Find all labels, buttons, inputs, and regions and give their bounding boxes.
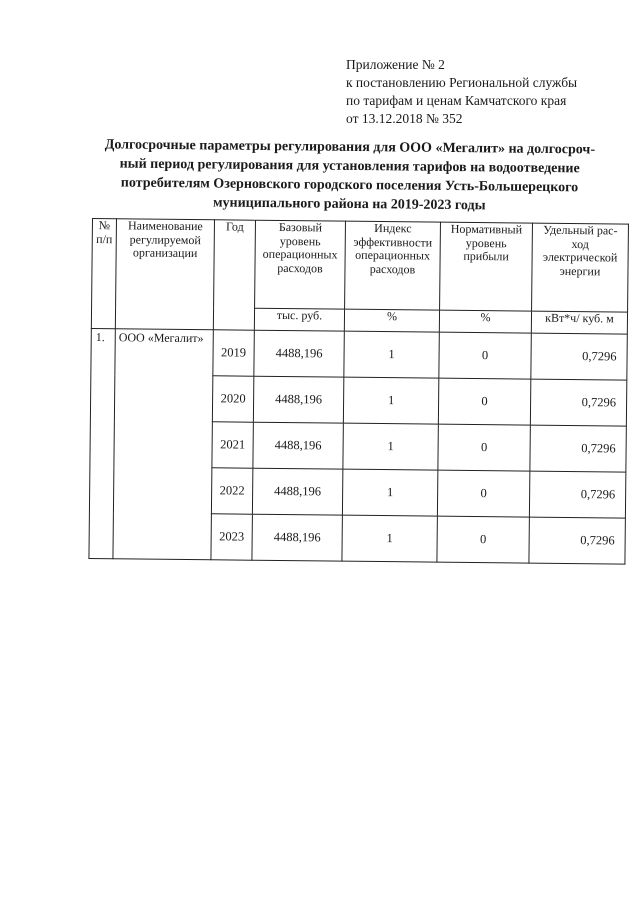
base-cell: 4488,196 <box>253 376 343 423</box>
energy-cell: 0,7296 <box>531 333 627 380</box>
appendix-line: от 13.12.2018 № 352 <box>346 111 463 126</box>
index-cell: 1 <box>342 515 437 562</box>
year-cell: 2019 <box>213 330 254 376</box>
appendix-line: по тарифам и ценам Камчатского края <box>346 93 567 108</box>
header-year <box>213 220 255 330</box>
header-text: ход <box>571 236 589 251</box>
title-line: ный период регулирования для установления тарифов на водоотведение <box>119 156 580 177</box>
document-title <box>69 135 630 217</box>
unit-energy: кВт*ч/ куб. м <box>531 311 627 334</box>
header-text: Нормативный <box>450 221 523 237</box>
header-num <box>91 219 116 329</box>
base-cell: 4488,196 <box>252 514 342 561</box>
header-profit <box>440 222 533 311</box>
header-text: организации <box>132 245 198 261</box>
profit-cell: 0 <box>437 470 529 517</box>
header-text: операционных <box>355 247 431 263</box>
header-text: прибыли <box>463 248 509 264</box>
header-text: расходов <box>277 260 323 275</box>
header-text: расходов <box>369 261 416 276</box>
header-text: № <box>98 218 111 233</box>
profit-cell: 0 <box>438 378 530 425</box>
base-cell: 4488,196 <box>252 468 342 515</box>
base-cell: 4488,196 <box>253 422 343 469</box>
title-line: потребителям Озерновского городского поселения Усть-Большерецкого <box>120 175 579 196</box>
header-text: уровень <box>279 233 321 248</box>
unit-index: % <box>344 309 439 332</box>
header-text: Удельный рас- <box>543 222 618 238</box>
header-row <box>92 219 629 313</box>
unit-profit: % <box>439 310 531 333</box>
header-text: п/п <box>96 231 113 246</box>
year-cell: 2020 <box>212 376 253 422</box>
appendix-line: к постановлению Региональной службы <box>346 75 578 90</box>
profit-cell: 0 <box>437 516 529 563</box>
index-cell: 1 <box>342 469 437 516</box>
energy-cell: 0,7296 <box>529 517 625 564</box>
row-number: 1. <box>89 328 115 558</box>
header-text: энергии <box>559 263 601 278</box>
header-text: эффективности <box>353 234 433 250</box>
header-energy <box>532 223 629 312</box>
year-cell: 2021 <box>212 422 253 468</box>
energy-cell: 0,7296 <box>530 379 626 426</box>
title-line: Долгосрочные параметры регулирования для ООО «Мегалит» на долгосроч- <box>104 137 596 158</box>
parameters-table <box>88 218 629 565</box>
index-cell: 1 <box>344 331 439 378</box>
header-text: Наименование <box>127 218 203 234</box>
appendix-block <box>346 56 636 128</box>
appendix-line: Приложение № 2 <box>346 57 445 72</box>
index-cell: 1 <box>343 423 438 470</box>
energy-cell: 0,7296 <box>530 425 626 472</box>
header-org <box>115 219 214 330</box>
header-text: уровень <box>465 235 507 250</box>
header-text: Базовый <box>278 219 323 235</box>
header-text: Год <box>226 219 244 234</box>
unit-base: тыс. руб. <box>254 308 344 331</box>
header-text: регулируемой <box>129 231 201 247</box>
table-row <box>91 328 627 380</box>
header-base <box>255 220 346 309</box>
base-cell: 4488,196 <box>254 330 344 377</box>
index-cell: 1 <box>343 377 438 424</box>
header-text: операционных <box>262 246 338 262</box>
year-cell: 2023 <box>211 514 252 560</box>
organization-name: ООО «Мегалит» <box>113 329 213 560</box>
header-index <box>345 221 441 310</box>
header-text: электрической <box>542 249 618 265</box>
energy-cell: 0,7296 <box>529 471 625 518</box>
profit-cell: 0 <box>439 332 531 379</box>
year-cell: 2022 <box>211 468 252 514</box>
profit-cell: 0 <box>438 424 530 471</box>
title-line: муниципального района на 2019-2023 годы <box>212 195 486 214</box>
header-text: Индекс <box>374 220 412 236</box>
